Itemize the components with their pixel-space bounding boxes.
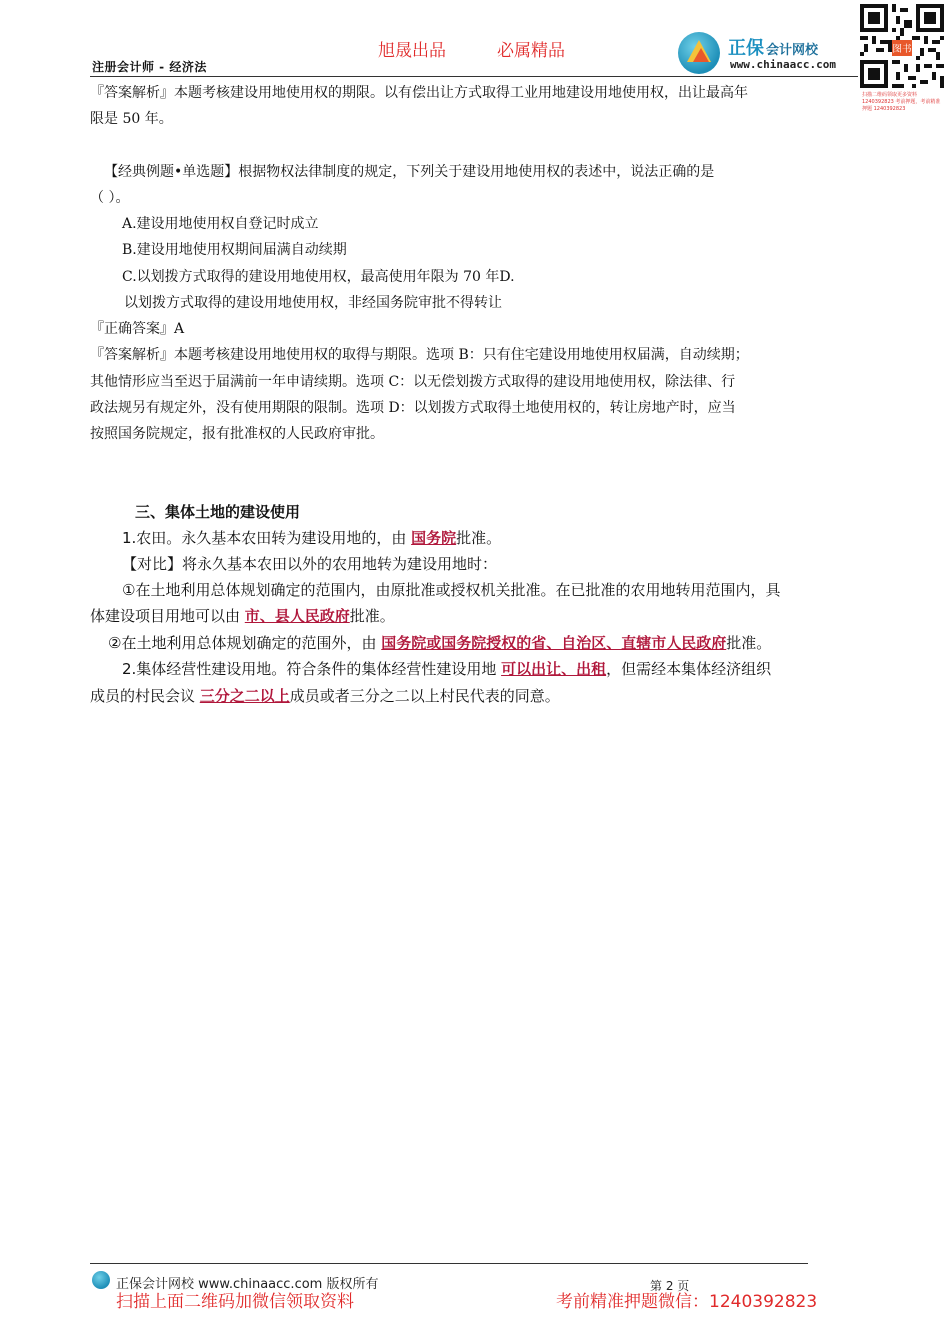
text-line: 2.集体经营性建设用地。符合条件的集体经营性建设用地 可以出让、出租，但需经本集体经济组织 [122, 660, 772, 678]
footer-copyright: 正保会计网校 www.chinaacc.com 版权所有 [116, 1277, 379, 1292]
question-line: 【经典例题•单选题】根据物权法律制度的规定，下列关于建设用地使用权的表述中，说法正确的是 [104, 164, 715, 180]
highlight-term: 国务院或国务院授权的省、自治区、直辖市人民政府 [381, 634, 727, 652]
question-line: （ ）。 [90, 190, 130, 206]
page-number: 第 2 页 [650, 1279, 690, 1293]
option-b: B.建设用地使用权期间届满自动续期 [122, 242, 347, 258]
analysis-line: 限是 50 年。 [90, 111, 173, 127]
option-c: C.以划拨方式取得的建设用地使用权，最高使用年限为 70 年D. [122, 269, 515, 285]
text-line: ①在土地利用总体规划确定的范围内，由原批准或授权机关批准。在已批准的农用地转用范围内，具 [122, 581, 781, 599]
text-line: 成员的村民会议 三分之二以上成员或者三分之二以上村民代表的同意。 [90, 687, 560, 705]
qr-badge-text: 图书 [892, 44, 912, 55]
slogan-left: 旭晟出品 [378, 41, 446, 61]
logo-name-suffix: 会计网校 [766, 43, 819, 58]
analysis-line: 按照国务院规定，报有批准权的人民政府审批。 [90, 426, 384, 442]
option-d: 以划拨方式取得的建设用地使用权，非经国务院审批不得转让 [124, 295, 502, 311]
footer-divider [90, 1263, 808, 1264]
footer-ad-right: 考前精准押题微信：1240392823 [556, 1292, 818, 1312]
analysis-line: 政法规另有规定外，没有使用期限的限制。选项 D：以划拨方式取得土地使用权的，转让房地产时，应当 [90, 400, 736, 416]
qr-note: 扫描二维码领取更多资料 1240392823 考前押题，考前精准押题 1240392823 [862, 92, 941, 112]
footer-logo-icon [92, 1271, 110, 1289]
logo-url: www.chinaacc.com [730, 58, 836, 71]
qr-code-icon[interactable] [860, 4, 944, 88]
analysis-line: 其他情形应当至迟于届满前一年申请续期。选项 C：以无偿划拨方式取得的建设用地使用权，除法律、行 [90, 374, 736, 390]
text-line: ②在土地利用总体规划确定的范围外，由 国务院或国务院授权的省、自治区、直辖市人民政府批准。 [108, 634, 772, 652]
header-divider [90, 76, 858, 77]
option-a: A.建设用地使用权自登记时成立 [122, 216, 319, 232]
correct-answer: 『正确答案』A [90, 321, 185, 337]
text-line: 1.农田。永久基本农田转为建设用地的，由 国务院批准。 [122, 529, 502, 547]
course-title: 注册会计师 - 经济法 [92, 60, 207, 74]
logo-name: 正保 [728, 38, 764, 59]
text-line: 体建设项目用地可以由 市、县人民政府批准。 [90, 607, 395, 625]
highlight-term: 国务院 [411, 529, 457, 547]
highlight-term: 市、县人民政府 [244, 607, 350, 625]
highlight-term: 三分之二以上 [199, 687, 290, 705]
highlight-term: 可以出让、出租 [501, 660, 607, 678]
footer-ad-left: 扫描上面二维码加微信领取资料 [116, 1292, 354, 1312]
section-title: 三、集体土地的建设使用 [135, 503, 301, 521]
analysis-line: 『答案解析』本题考核建设用地使用权的取得与期限。选项 B：只有住宅建设用地使用权届满，自动续期； [90, 347, 749, 363]
slogan-right: 必属精品 [497, 41, 565, 61]
text-line: 【对比】将永久基本农田以外的农用地转为建设用地时： [122, 555, 498, 573]
analysis-line: 『答案解析』本题考核建设用地使用权的期限。以有偿出让方式取得工业用地建设用地使用权，出让最高年 [90, 85, 748, 101]
chinaacc-logo[interactable] [678, 32, 858, 76]
logo-emblem-icon [678, 32, 720, 74]
